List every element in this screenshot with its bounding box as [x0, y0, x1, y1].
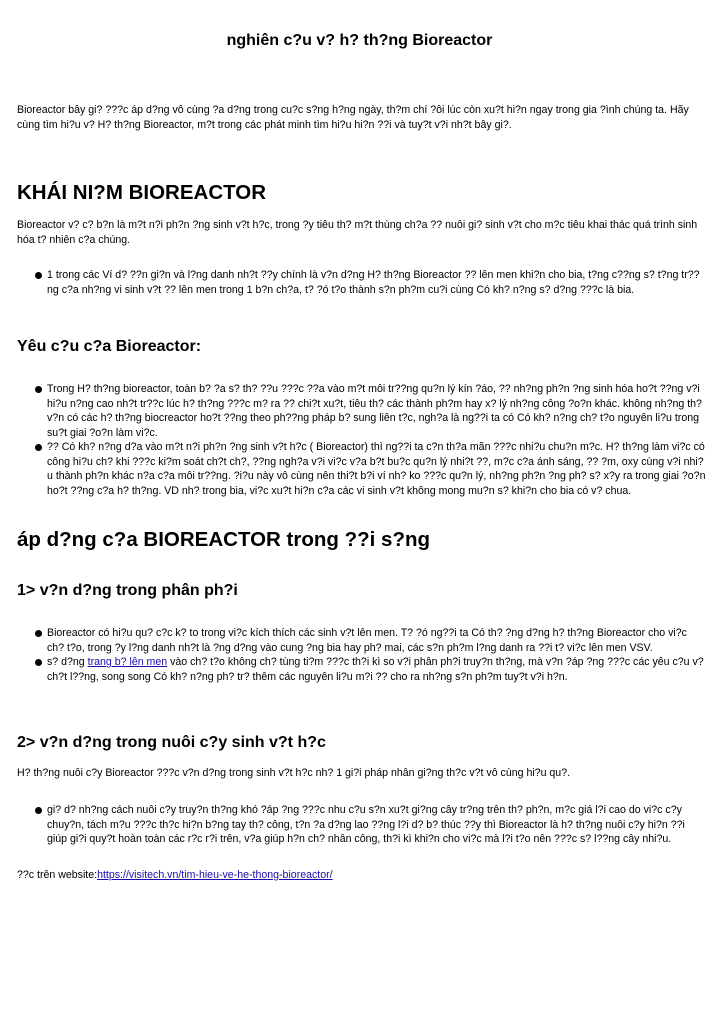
culture-paragraph: H? th?ng nuôi c?y Bioreactor ???c v?n d?ng trong sinh v?t h?c nh? 1 gi?i pháp nhân gi?ng th?c v?t vô cùng hi?u qu?. — [17, 767, 571, 779]
section-heading-distribution: 1> v?n d?ng trong phân ph?i — [17, 582, 238, 599]
list-item-text-start: s? d?ng — [47, 656, 88, 668]
list-item-text-end: vào ch? t?o không ch? tùng ti?m ???c th?i kì so v?i phân ph?i truy?n th?ng, mà v?n ?áp ?ng ???c các yêu c?u v? ch?t l??ng, song song Có kh? n?ng ph? tr? thêm các nguyên li?u m?i ?? cho ra nh?ng s?n ph?m tuy?t v?i h?n. — [47, 656, 704, 683]
bullet-icon — [35, 444, 42, 451]
bullet-icon — [35, 659, 42, 666]
bullet-icon — [35, 272, 42, 279]
concept-paragraph: Bioreactor v? c? b?n là m?t n?i ph?n ?ng sinh v?t h?c, trong ?y tiêu th? m?t thùng ch?a ?? nuôi gi? sinh v?t cho m?c tiêu khai thác quá trình sinh hóa t? nhiên c?a chúng. — [17, 219, 698, 246]
culture-bullet-list — [34, 803, 706, 847]
document-title: nghiên c?u v? h? th?ng Bioreactor — [226, 32, 493, 49]
bullet-icon — [35, 386, 42, 393]
distribution-bullet-list — [34, 626, 706, 684]
list-item-text: Trong H? th?ng bioreactor, toàn b? ?a s? th? ??u ???c ??a vào m?t môi tr??ng qu?n lý kín ?áo, ?? nh?ng ph?n ?ng sinh hóa ho?t ??ng v?i hi?u n?ng cao nh?t tr??c lúc h? th?ng ???c m? ra ?? chi?t xu?t, tiêu th? các thành ph?m hay x? lý nh?ng công ?o?n khác. không nh?ng th? v?n có các h? th?ng biocreactor ho?t ??ng theo ph??ng pháp b? sung liên t?c, ngh?a là ng??i ta có Có kh? n?ng ch? t?o nguyên li?u trong su?t giai ?o?n làm vi?c. — [47, 383, 702, 439]
source-label: ??c trên website: — [17, 869, 98, 881]
list-item — [34, 440, 706, 498]
list-item-text: Bioreactor có hi?u qu? c?c k? to trong vi?c kích thích các sinh v?t lên men. T? ?ó ng??i ta Có th? ?ng d?ng h? th?ng Bioreactor cho vi?c ch? t?o, trong ?y l?ng danh nh?t là ?ng d?ng vào cung ?ng bia hay ph? mai, các s?n ph?m l?ng danh ra ??i t? vi?c lên men VSV. — [47, 627, 687, 654]
fermentation-equipment-link[interactable]: trang b? lên men — [87, 656, 168, 668]
list-item — [34, 268, 706, 297]
source-link[interactable]: https://visitech.vn/tim-hieu-ve-he-thong-bioreactor/ — [97, 869, 333, 881]
source-line — [17, 868, 707, 883]
concept-bullet-list — [34, 268, 706, 297]
list-item-text: 1 trong các Ví d? ??n gi?n và l?ng danh nh?t ??y chính là v?n d?ng H? th?ng Bioreactor ?? lên men khi?n cho bia, t?ng c??ng s? t?ng tr??ng c?a nh?ng vi sinh v?t ?? lên men trong 1 b?n ch?a, t? ?ó t?o thành s?n ph?m cu?i cùng Có kh? n?ng s? d?ng ???c là bia. — [47, 269, 700, 296]
list-item — [34, 626, 706, 655]
intro-paragraph: Bioreactor bây gi? ???c áp d?ng vô cùng ?a d?ng trong cu?c s?ng h?ng ngày, th?m chí ?ôi lúc còn xu?t hi?n ngay trong gia ?ình chúng ta. Hãy cùng tìm hi?u v? H? th?ng Bioreactor, m?t trong các phát minh tìm hi?u hi?n ??i và tuy?t v?i nh?t bây gi?. — [17, 104, 689, 131]
list-item-text: gi? d? nh?ng cách nuôi c?y truy?n th?ng khó ?áp ?ng ???c nhu c?u s?n xu?t gi?ng cây tr?ng trên th? ph?n, m?c giá l?i cao do vi?c c?y chuy?n, tách m?u ???c th?c hi?n b?ng tay th? công, t?n ?a d?ng lao ??ng l?i d? b? thúc ??y thì Bioreactor là h? th?ng nuôi c?y hi?n ??i giúp gi?i quy?t hoàn toàn các r?c r?i trên, v?a giúp h?n ch? nhân công, th?i kì khi?n cho vi?c mà l?i t?o nên ???c s? l??ng cây nhi?u. — [47, 804, 685, 845]
section-heading-requirements: Yêu c?u c?a Bioreactor: — [17, 338, 202, 355]
list-item — [34, 803, 706, 847]
list-item — [34, 382, 706, 440]
bullet-icon — [35, 807, 42, 814]
requirements-bullet-list — [34, 382, 706, 498]
list-item — [34, 655, 706, 684]
section-heading-culture: 2> v?n d?ng trong nuôi c?y sinh v?t h?c — [17, 734, 326, 751]
list-item-text: ?? Có kh? n?ng d?a vào m?t n?i ph?n ?ng sinh v?t h?c ( Bioreactor) thì ng??i ta c?n th?a mãn ???c nhi?u chu?n m?c. H? th?ng làm vi?c có công hi?u ch? khi ???c ki?m soát ch?t ch?, ??ng ngh?a v?i vi?c v?a b?t bu?c qu?n lý nhi?t ??, m?c c?a ánh sáng, ?? ?m, oxy cùng v?i nhi?u thành ph?n khác n?a c?a môi tr??ng. ?i?u này vô cùng nên thi?t b?i ví nh? ko ???c qu?n lý, nh?ng ph?n ?ng ph? s? x?y ra trong giai ?o?n ho?t ??ng c?a h? th?ng. VD nh? trong bia, vi?c xu?t hi?n c?a các vi sinh v?t không mong mu?n s? khi?n cho bia có v? chua. — [47, 441, 706, 497]
bullet-icon — [35, 630, 42, 637]
section-heading-applications: áp d?ng c?a BIOREACTOR trong ??i s?ng — [17, 528, 431, 551]
section-heading-concept: KHÁI NI?M BIOREACTOR — [17, 181, 267, 204]
